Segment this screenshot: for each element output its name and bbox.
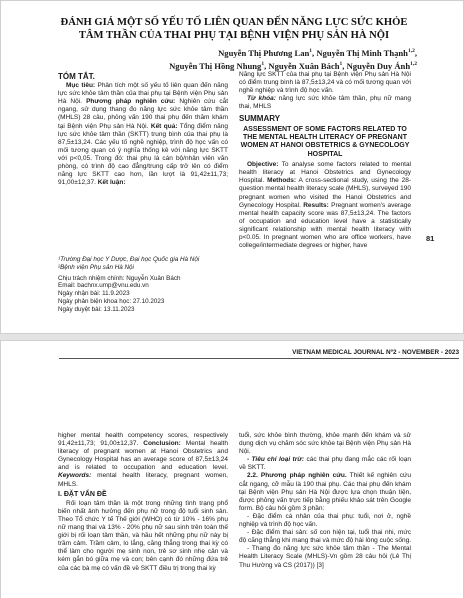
exclusion-text: các thai phụ đang mắc các rối loạn về SKTT. [239,456,411,472]
journal-header: VIETNAM MEDICAL JOURNAL Nº2 - NOVEMBER - 2023 [292,349,459,356]
section-heading-methods: 2.2. Phương pháp nghiên cứu. [247,472,347,480]
author-affiliation-mark: 1 [309,48,313,54]
conclusion-en-label: Conclusion: [143,440,181,448]
questionnaire-part-3: - Thang đo năng lực sức khỏe tâm thần - The Mental Health Literacy Scale (MHLS)-Vn gồm 28 câu hỏi (Lê Thị Thu Hường và CS (2017)) [3] [239,545,411,569]
affiliation-1: ¹Trường Đại học Y Dược, Đại học Quốc gia Hà Nội [58,256,200,263]
affiliations [58,256,228,314]
review-date: Ngày phản biện khoa học: 27.10.2023 [58,297,165,305]
affiliation-2: ²Bệnh viện Phụ sản Hà Nội [58,263,134,271]
authors-line-1 [85,46,417,59]
author-separator: , [312,47,317,58]
author-email: Email: bachnx.ump@vnu.edu.vn [58,282,149,290]
results-en-text: Pregnant women's average mental health capacity score was 87,5±13,24. The factors of occupation and education level have a statistically significant relationship with mental health literacy with p<0.05. In pregnant women who are office workers, have college/intermediate degrees or higher, have [239,201,412,250]
author-name: Nguyễn Thị Minh Thạnh [316,47,408,58]
methods-en-label: Methods: [267,177,297,185]
title-line-2: TÂM THẦN CỦA THAI PHỤ TẠI BỆNH VIỆN PHỤ SẢN HÀ NỘI [78,30,390,41]
author-name: Nguyễn Xuân Bách [268,60,340,71]
author-affiliation-mark: 1,2 [410,60,417,67]
conclusion-label: Kết luận: [97,179,126,187]
keywords-label: Từ khóa: [247,95,276,103]
conclusion-text: Năng lực SKTT của thai phụ tại Bệnh viện Phụ sản Hà Nội có điểm trung bình là 87,5±13,24 và có mối tương quan với nghề nghiệp và trình độ học vấn. [239,71,411,95]
methods-section [239,472,411,512]
title-line-1: ĐÁNH GIÁ MỘT SỐ YẾU TỐ LIÊN QUAN ĐẾN NĂNG LỰC SỨC KHỎE [60,17,408,28]
questionnaire-part-1: - Đặc điểm cá nhân của thai phụ: tuổi, nơi ở, nghề nghiệp và trình độ học vấn. [239,512,411,529]
conclusion-en-text: Mental health literacy of pregnant women at Hanoi Obstetrics and Gynecology Hospital has an average score of 87,5±13,24 and is related to occupation and education level. [58,440,228,472]
author-separator: , [264,60,269,71]
objective-en-text: To analyse some factors related to mental health literacy at Hanoi Obstetrics and Gynecology Hospital. [239,161,411,185]
methods-label: Phương pháp nghiên cứu: [86,98,176,106]
author-affiliation-mark: 1,2 [407,48,415,54]
summary-paragraph [239,161,411,250]
keywords-text: năng lực sức khỏe tâm thần, phụ nữ mang thai, MHLS [239,95,411,111]
results-label: Kết quả: [150,122,178,130]
keywords-vn [239,95,411,111]
article-page-2 [0,340,464,598]
objective-label: Mục tiêu: [66,82,96,90]
abstract-paragraph [58,82,228,187]
authors-line-2 [85,59,417,72]
author-separator: , [414,47,417,58]
exclusion-label: - Tiêu chí loại trừ: [247,456,305,464]
methods-section-text: Thiết kế nghiên cứu cắt ngang, cỡ mẫu là 190 thai phụ. Các thai phụ đến khám tại Bệnh viện Phụ sản Hà Nội được lựa chọn thuận tiện, được phỏng vấn trực tiếp bằng phiếu khảo sát trên Google form. Bộ câu hỏi gồm 3 phần: [239,472,411,512]
objective-text: Phân tích một số yếu tố liên quan đến năng lực sức khỏe tâm thần của thai phụ tại Bệnh viện Phụ sản Hà Nội. [58,82,229,106]
methods-en-text: A cross-sectional study, using the 28-question mental health literacy scale (MHLS), surveyed 190 pregnant women who visited the Hanoi Obstetrics and Gynecology Hospital. [239,177,411,209]
abstract-right-column [239,71,411,250]
abstract-vietnamese [58,73,228,187]
keywords-en-label: Keywords: [58,472,92,480]
objective-en-label: Objective: [247,161,279,169]
section-heading-introduction: I. ĐẶT VẤN ĐỀ [58,490,107,498]
corresponding-author: Chịu trách nhiệm chính: Nguyễn Xuân Bách [58,274,181,282]
article-title [41,16,427,42]
authors [85,46,417,72]
inclusion-continued: tuổi, sức khỏe bình thường, khỏe mạnh đến khám và sử dụng dịch vụ chăm sóc sức khỏe tại Bệnh viện Phụ sản Hà Nội. [239,432,411,456]
summary-heading: SUMMARY [239,114,281,124]
results-continued-text: higher mental health competency scores, respectively 91,42±11,73; 91,00±12,37. [58,432,228,448]
received-date: Ngày nhận bài: 11.9.2023 [58,290,130,298]
results-text: Tổng điểm năng lực sức khỏe tâm thần (SKTT) trung bình của thai phụ là 87,5±13,24. Các yếu tố nghề nghiệp, trình độ học vấn có mối tương quan có ý nghĩa thống kê với năng lực SKTT với p<0,05. Trong đó: thai phụ là cán bộ/nhân viên văn phòng, có trình độ cao đẳng/trung cấp trở lên có điểm năng lực SKTT cao hơn, lần lượt là 91,42±11,73; 91,00±12,37. [58,122,229,187]
keywords-en-text: mental health literacy, pregnant women, MHLS. [58,472,228,488]
author-name: Nguyễn Thị Hồng Nhung [169,60,262,71]
abstract-heading: TÓM TẮT. [58,72,95,81]
questionnaire-part-2: - Đặc điểm thai sản: số con hiện tại, tuổi thai nhi, mức độ căng thẳng khi mang thai và mức độ hài lòng cuộc sống. [239,529,412,545]
results-continued [58,432,228,489]
header-rule [59,358,459,359]
author-affiliation-mark: 1 [339,60,343,67]
page2-right-column [239,432,411,570]
page-number: 81 [426,234,435,243]
methods-text: Nghiên cứu cắt ngang, sử dụng thang đo năng lực sức khỏe tâm thần (MHLS) 28 câu, phỏng vấn 190 thai phụ đến thăm khám tại Bệnh viện Phụ sản Hà Nội. [58,98,229,130]
page2-left-column [58,432,228,573]
author-separator: , [342,60,347,71]
author-affiliation-mark: 1 [261,60,265,67]
author-name: Nguyễn Duy Ánh [346,60,411,71]
accepted-date: Ngày duyệt bài: 13.11.2023 [58,305,135,313]
introduction-text: Rối loạn tâm thần là một trong những tình trạng phổ biến nhất ảnh hưởng đến phụ nữ trong độ tuổi sinh sản. Theo Tổ chức Y tế Thế giới (WHO) có từ 10% - 16% phụ nữ mang thai và 13% - 20% phụ nữ sau sinh trên toàn thế giới bị rối loạn tâm thần, và hầu hết những phụ nữ này bị trầm cảm. Trầm cảm, lo lắng, căng thẳng trong thai kỳ có thể làm cho người mẹ sinh non, trẻ sơ sinh nhẹ cân và kém gắn bó giữa mẹ và con; bên cạnh đó những đứa trẻ của các bà mẹ có vấn đề về SKTT điều trị trong thai kỳ [58,499,228,572]
author-name: Nguyễn Thị Phương Lan [218,47,310,58]
english-title: ASSESSMENT OF SOME FACTORS RELATED TO THE MENTAL HEALTH LITERACY OF PREGNANT WOMEN AT HANOI OBSTETRICS & GYNECOLOGY HOSPITAL [240,125,410,158]
results-en-label: Results: [303,201,329,209]
exclusion-criteria [239,456,411,472]
